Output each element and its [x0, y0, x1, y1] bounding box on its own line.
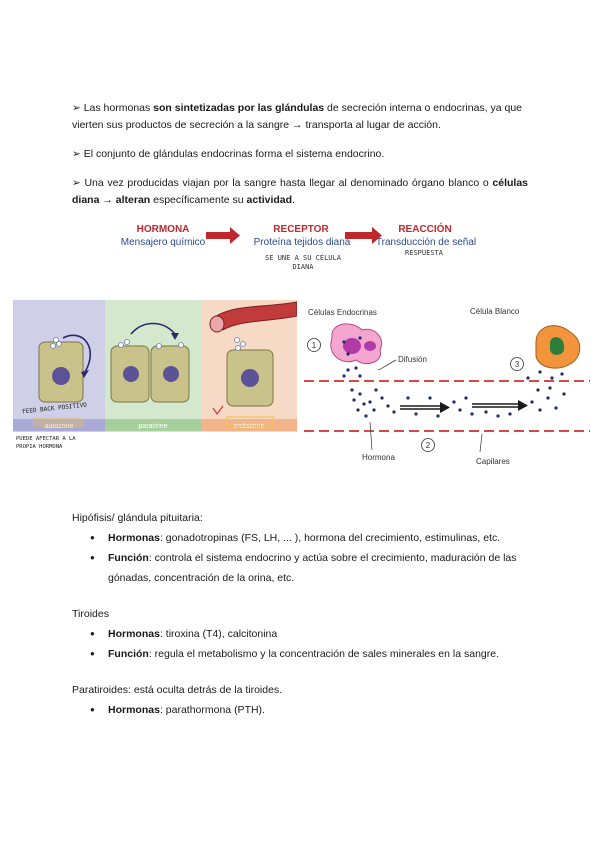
- label-target-cell: Célula Blanco: [470, 307, 520, 316]
- note-below-1: PUEDE AFECTAR A LA: [16, 436, 76, 442]
- flow-hormona-title: HORMONA: [136, 224, 190, 235]
- flow-receptor-note-2: DIANA: [292, 263, 314, 271]
- label-capillaries: Capilares: [476, 457, 510, 466]
- intro-paragraph-1: ➢ Las hormonas son sintetizadas por las glándulas de secreción interna o endocrinas, ya que vierten sus productos de secreción a la sangre → transporta al lugar de acción.: [72, 102, 523, 131]
- nucleus: [52, 367, 70, 385]
- flow-reaccion-title: REACCIÓN: [398, 224, 452, 235]
- flow-arrow-icon: [206, 227, 240, 244]
- list-item: ● Hormonas: gonadotropinas (FS, LH, ... ), hormona del crecimiento, estimulinas, etc.: [92, 528, 532, 548]
- hormone-transport-diagram: [300, 298, 590, 470]
- label-autocrine: autocrine: [44, 423, 74, 430]
- note-feedback: FEED BACK POSITIVO: [21, 401, 88, 416]
- label-diffusion: Difusión: [398, 355, 427, 364]
- section-paratiroides-title: Paratiroides: está oculta detrás de la tiroides.: [72, 684, 283, 696]
- flow-receptor-note: SE UNE A SU CÉLULA: [265, 254, 341, 262]
- label-paracrine: paracrine: [138, 423, 168, 430]
- list-item: ● Función: regula el metabolismo y la concentración de sales minerales en la sangre.: [92, 644, 532, 664]
- label-endocrine: endocrine: [233, 423, 265, 430]
- intro-paragraph-3: ➢ Una vez producidas viajan por la sangre hasta llegar al denominado órgano blanco o células diana → alteran específicamente su actividad.: [72, 177, 528, 206]
- nucleus: [163, 366, 179, 382]
- flow-arrow-icon: [518, 400, 528, 411]
- label-hormone: Hormona: [362, 453, 395, 462]
- tiroides-list: [92, 624, 532, 664]
- flow-receptor-title: RECEPTOR: [273, 224, 329, 235]
- svg-text:1: 1: [311, 341, 317, 350]
- svg-text:2: 2: [425, 441, 431, 450]
- label-endocrine-cells: Células Endocrinas: [308, 308, 377, 317]
- section-hipofisis-title: Hipófisis/ glándula pituitaria:: [72, 512, 203, 524]
- list-item: ● Hormonas: tiroxina (T4), calcitonina: [92, 624, 532, 644]
- section-tiroides-title: Tiroides: [72, 608, 109, 620]
- hipofisis-list: [92, 528, 532, 588]
- flow-arrow-icon: [345, 227, 382, 244]
- note-below-2: PROPIA HORMONA: [16, 444, 63, 450]
- hormone-dots: [342, 366, 565, 417]
- intro-paragraph-2: ➢ El conjunto de glándulas endocrinas forma el sistema endocrino.: [72, 148, 385, 160]
- flow-arrows: [0, 0, 600, 300]
- flow-reaccion-sub: Transducción de señal: [375, 237, 477, 248]
- list-item: ● Función: controla el sistema endocrino y actúa sobre el crecimiento, maduración de las gónadas, concentración de la orina, etc.: [92, 548, 532, 588]
- paratiroides-list: [92, 700, 532, 720]
- nucleus: [241, 369, 259, 387]
- flow-reaccion-note: RESPUESTA: [405, 249, 443, 257]
- svg-text:3: 3: [514, 360, 520, 369]
- list-item: ● Hormonas: parathormona (PTH).: [92, 700, 532, 720]
- flow-hormona-sub: Mensajero químico: [120, 237, 206, 248]
- flow-arrow-icon: [440, 402, 450, 413]
- flow-receptor-sub: Proteína tejidos diana: [253, 237, 351, 248]
- nucleus: [123, 366, 139, 382]
